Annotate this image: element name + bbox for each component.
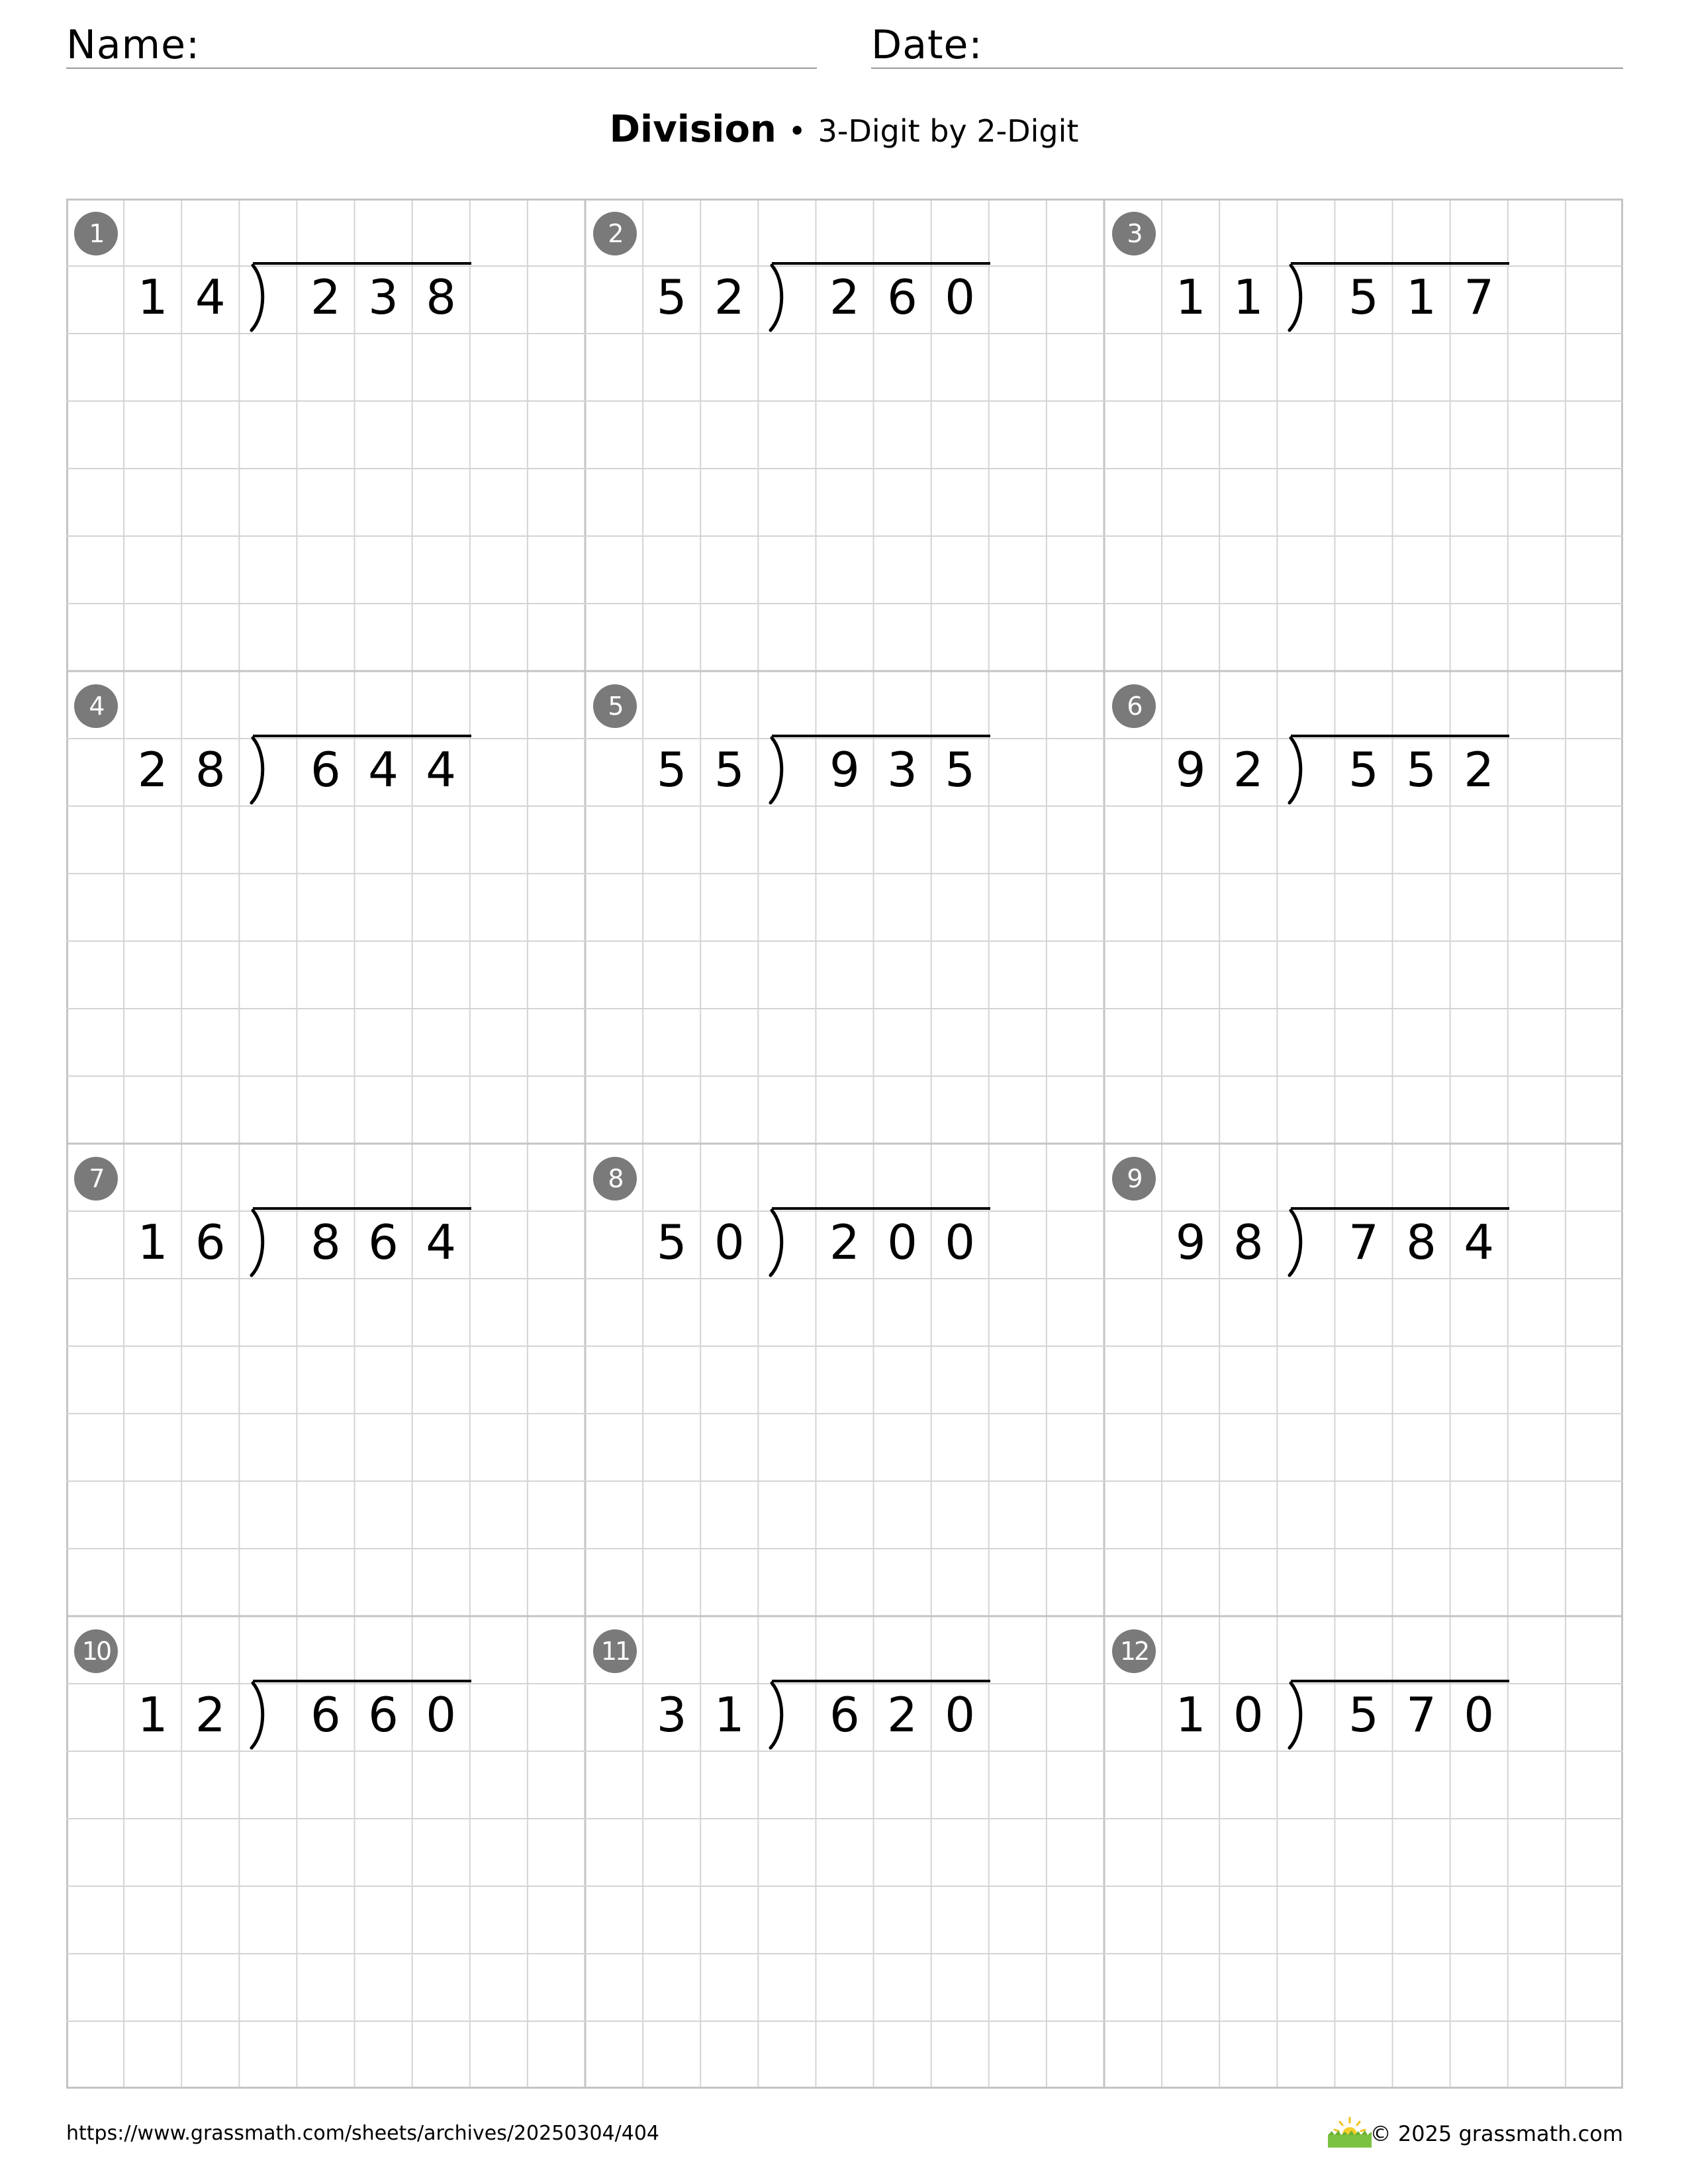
dividend-digit: 7 xyxy=(1406,1687,1436,1743)
division-problem xyxy=(585,1616,1104,2089)
division-problem xyxy=(66,671,585,1144)
divisor-digit: 0 xyxy=(714,1214,745,1270)
problem-number-badge: 12 xyxy=(1112,1629,1156,1673)
date-line[interactable] xyxy=(871,68,1623,69)
problem-number-badge: 4 xyxy=(74,684,118,728)
dividend-digit: 3 xyxy=(887,742,917,797)
divisor-digit: 1 xyxy=(137,1687,168,1743)
divisor-digit: 9 xyxy=(1175,742,1206,797)
division-bracket-icon xyxy=(244,261,283,334)
dividend-digit: 6 xyxy=(310,742,341,797)
divisor-digit: 1 xyxy=(714,1687,745,1743)
division-problem xyxy=(585,1144,1104,1616)
division-bracket-icon xyxy=(1282,1679,1321,1752)
dividend-digit: 4 xyxy=(368,742,399,797)
dividend-digit: 8 xyxy=(1406,1214,1436,1270)
dividend-digit: 0 xyxy=(945,269,976,325)
dividend-digit: 5 xyxy=(1348,742,1379,797)
division-bracket-icon xyxy=(763,734,802,807)
worksheet-title xyxy=(0,105,1688,156)
divisor-digit: 1 xyxy=(137,1214,168,1270)
division-bracket-icon xyxy=(244,1206,283,1279)
dividend-digit: 6 xyxy=(887,269,917,325)
divisor-digit: 3 xyxy=(656,1687,687,1743)
name-line[interactable] xyxy=(66,68,817,69)
dividend-digit: 0 xyxy=(945,1214,976,1270)
divisor-digit: 2 xyxy=(714,269,745,325)
problem-number-badge: 8 xyxy=(593,1157,637,1201)
division-bracket-icon xyxy=(763,261,802,334)
dividend-digit: 2 xyxy=(1464,742,1495,797)
title-separator: • xyxy=(788,113,806,149)
divisor-digit: 1 xyxy=(1175,1687,1206,1743)
division-problem xyxy=(66,199,585,671)
subtitle-text: 3-Digit by 2-Digit xyxy=(818,113,1079,149)
division-problem xyxy=(1104,1616,1623,2089)
dividend-digit: 5 xyxy=(1348,1687,1379,1743)
divisor-digit: 1 xyxy=(1233,269,1264,325)
footer-copyright: © 2025 grassmath.com xyxy=(1370,2121,1623,2146)
division-bracket-icon xyxy=(244,734,283,807)
dividend-digit: 4 xyxy=(426,1214,457,1270)
division-bracket-icon xyxy=(1282,261,1321,334)
problem-number-badge: 2 xyxy=(593,212,637,255)
problem-number-badge: 9 xyxy=(1112,1157,1156,1201)
dividend-digit: 6 xyxy=(368,1687,399,1743)
date-label: Date: xyxy=(871,22,983,68)
divisor-digit: 5 xyxy=(656,1214,687,1270)
dividend-digit: 8 xyxy=(426,269,457,325)
title-text: Division xyxy=(609,108,776,151)
dividend-digit: 5 xyxy=(945,742,976,797)
divisor-digit: 0 xyxy=(1233,1687,1264,1743)
divisor-digit: 5 xyxy=(714,742,745,797)
divisor-digit: 1 xyxy=(137,269,168,325)
division-bracket-icon xyxy=(1282,1206,1321,1279)
dividend-digit: 7 xyxy=(1348,1214,1379,1270)
dividend-digit: 0 xyxy=(426,1687,457,1743)
dividend-digit: 8 xyxy=(310,1214,341,1270)
division-bracket-icon xyxy=(244,1679,283,1752)
problem-number-badge: 5 xyxy=(593,684,637,728)
dividend-digit: 6 xyxy=(310,1687,341,1743)
dividend-digit: 1 xyxy=(1406,269,1436,325)
dividend-digit: 0 xyxy=(1464,1687,1495,1743)
name-label: Name: xyxy=(66,22,201,68)
divisor-digit: 2 xyxy=(195,1687,226,1743)
dividend-digit: 2 xyxy=(829,269,860,325)
dividend-digit: 4 xyxy=(426,742,457,797)
division-problem xyxy=(1104,199,1623,671)
dividend-digit: 5 xyxy=(1348,269,1379,325)
problem-number-badge: 3 xyxy=(1112,212,1156,255)
division-problem xyxy=(585,199,1104,671)
divisor-digit: 9 xyxy=(1175,1214,1206,1270)
dividend-digit: 5 xyxy=(1406,742,1436,797)
footer-url: https://www.grassmath.com/sheets/archives/20250304/404 xyxy=(66,2122,660,2145)
division-bracket-icon xyxy=(1282,734,1321,807)
problem-number-badge: 6 xyxy=(1112,684,1156,728)
dividend-digit: 7 xyxy=(1464,269,1495,325)
dividend-digit: 3 xyxy=(368,269,399,325)
dividend-digit: 2 xyxy=(310,269,341,325)
dividend-digit: 6 xyxy=(368,1214,399,1270)
sun-over-grass-icon xyxy=(1327,2116,1373,2149)
divisor-digit: 4 xyxy=(195,269,226,325)
division-problem xyxy=(66,1616,585,2089)
divisor-digit: 2 xyxy=(137,742,168,797)
divisor-digit: 8 xyxy=(1233,1214,1264,1270)
division-problem xyxy=(1104,671,1623,1144)
divisor-digit: 5 xyxy=(656,742,687,797)
problem-number-badge: 10 xyxy=(74,1629,118,1673)
dividend-digit: 2 xyxy=(887,1687,917,1743)
problem-number-badge: 11 xyxy=(593,1629,637,1673)
division-bracket-icon xyxy=(763,1206,802,1279)
divisor-digit: 2 xyxy=(1233,742,1264,797)
problem-list xyxy=(66,199,1623,2089)
dividend-digit: 4 xyxy=(1464,1214,1495,1270)
dividend-digit: 0 xyxy=(945,1687,976,1743)
dividend-digit: 0 xyxy=(887,1214,917,1270)
division-problem xyxy=(585,671,1104,1144)
divisor-digit: 5 xyxy=(656,269,687,325)
divisor-digit: 8 xyxy=(195,742,226,797)
divisor-digit: 1 xyxy=(1175,269,1206,325)
dividend-digit: 6 xyxy=(829,1687,860,1743)
division-problem xyxy=(66,1144,585,1616)
problem-number-badge: 7 xyxy=(74,1157,118,1201)
dividend-digit: 9 xyxy=(829,742,860,797)
dividend-digit: 2 xyxy=(829,1214,860,1270)
divisor-digit: 6 xyxy=(195,1214,226,1270)
division-problem xyxy=(1104,1144,1623,1616)
problem-number-badge: 1 xyxy=(74,212,118,255)
division-bracket-icon xyxy=(763,1679,802,1752)
